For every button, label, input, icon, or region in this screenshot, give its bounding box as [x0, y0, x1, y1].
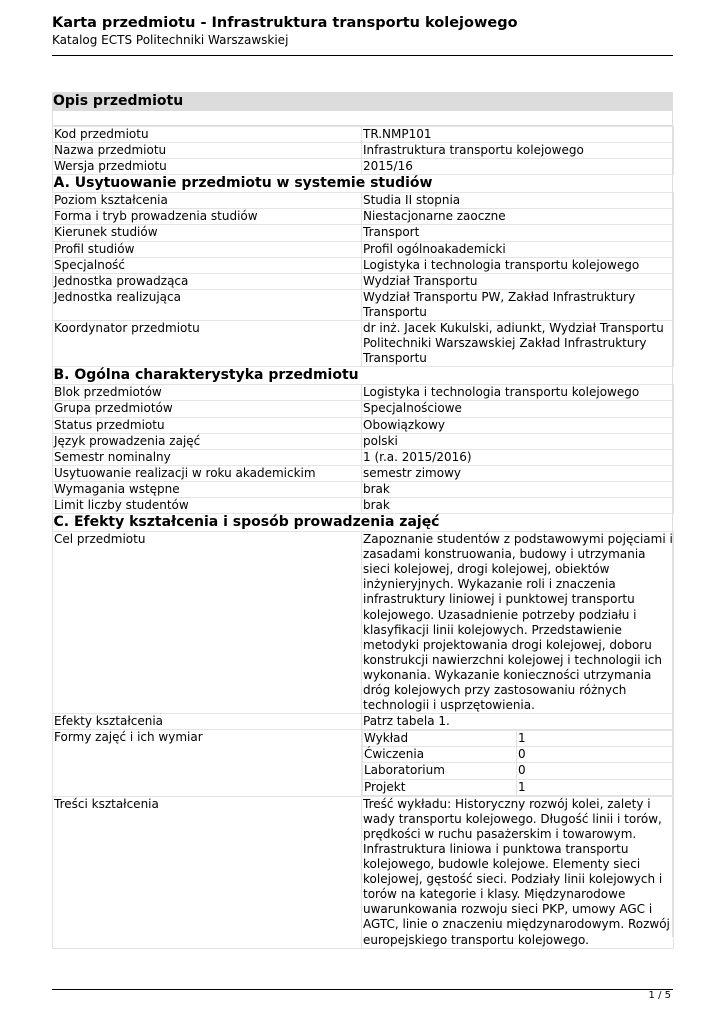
table-row [53, 159, 674, 175]
form-name: Laboratorium [363, 763, 517, 779]
row-label: Blok przedmiotów [53, 385, 362, 401]
row-value: Transport [362, 225, 674, 241]
row-label: Formy zajęć i ich wymiar [53, 730, 362, 796]
table-row [53, 273, 674, 289]
section-c-heading-row [53, 514, 674, 532]
row-value: Wydział Transportu PW, Zakład Infrastruktury Transportu [362, 289, 674, 320]
row-label: Kod przedmiotu [53, 127, 362, 143]
table-row [53, 127, 674, 143]
table-row [53, 401, 674, 417]
document-subtitle: Katalog ECTS Politechniki Warszawskiej [52, 33, 289, 47]
forms-row [363, 747, 674, 763]
table-row [53, 449, 674, 465]
row-value: semestr zimowy [362, 465, 674, 481]
form-hours: 0 [517, 763, 674, 779]
row-value: TR.NMP101 [362, 127, 674, 143]
table-row [53, 385, 674, 401]
form-hours: 0 [517, 747, 674, 763]
row-value: dr inż. Jacek Kukulski, adiunkt, Wydział Transportu Politechniki Warszawskiej Zakład Infrastruktury Transportu [362, 321, 674, 367]
table-row [53, 730, 674, 796]
table-row [53, 497, 674, 513]
row-label: Wymagania wstępne [53, 481, 362, 497]
table-row [53, 225, 674, 241]
table-row [53, 209, 674, 225]
row-label: Język prowadzenia zajęć [53, 433, 362, 449]
row-label: Status przedmiotu [53, 417, 362, 433]
row-value: 2015/16 [362, 159, 674, 175]
row-value: Logistyka i technologia transportu kolejowego [362, 385, 674, 401]
row-label: Jednostka realizująca [53, 289, 362, 320]
header-divider [52, 55, 673, 56]
row-label: Kierunek studiów [53, 225, 362, 241]
row-label: Koordynator przedmiotu [53, 321, 362, 367]
row-value: brak [362, 481, 674, 497]
section-b-heading: B. Ogólna charakterystyka przedmiotu [53, 367, 359, 384]
row-label: Treści kształcenia [53, 796, 362, 948]
row-label: Nazwa przedmiotu [53, 143, 362, 159]
form-name: Projekt [363, 779, 517, 795]
form-hours: 1 [517, 731, 674, 747]
table-row [53, 796, 674, 948]
row-value: 1 (r.a. 2015/2016) [362, 449, 674, 465]
table-row [53, 433, 674, 449]
table-row [53, 289, 674, 320]
section-a-heading-row [53, 175, 674, 193]
row-value: brak [362, 497, 674, 513]
row-value: Niestacjonarne zaoczne [362, 209, 674, 225]
table-row [53, 241, 674, 257]
row-label: Jednostka prowadząca [53, 273, 362, 289]
row-value: Patrz tabela 1. [362, 714, 674, 730]
row-label: Efekty kształcenia [53, 714, 362, 730]
row-label: Cel przedmiotu [53, 532, 362, 714]
row-value: Studia II stopnia [362, 193, 674, 209]
row-label: Forma i tryb prowadzenia studiów [53, 209, 362, 225]
forms-row [363, 779, 674, 795]
form-name: Wykład [363, 731, 517, 747]
row-value: Infrastruktura transportu kolejowego [362, 143, 674, 159]
forms-row [363, 763, 674, 779]
table-row [53, 417, 674, 433]
footer-divider [52, 989, 673, 990]
table-row [53, 143, 674, 159]
row-label: Specjalność [53, 257, 362, 273]
form-name: Ćwiczenia [363, 747, 517, 763]
row-value: Obowiązkowy [362, 417, 674, 433]
row-label: Poziom kształcenia [53, 193, 362, 209]
row-label: Profil studiów [53, 241, 362, 257]
row-value: Wydział Transportu [362, 273, 674, 289]
row-value: polski [362, 433, 674, 449]
row-label: Limit liczby studentów [53, 497, 362, 513]
forms-row [363, 731, 674, 747]
row-value: Profil ogólnoakademicki [362, 241, 674, 257]
table-row [53, 714, 674, 730]
table-row [53, 465, 674, 481]
section-title: Opis przedmiotu [53, 93, 184, 109]
table-row [53, 532, 674, 714]
table-row [53, 257, 674, 273]
form-hours: 1 [517, 779, 674, 795]
row-value: Treść wykładu: Historyczny rozwój kolei, zalety i wady transportu kolejowego. Długość linii i torów, prędkości w ruchu pasażerskim i towarowym. Infrastruktura liniowa i punktowa transportu kolejowego, budowle kolejowe. Elementy sieci kolejowej, gęstość sieci. Podziały linii kolejowych i torów na kategorie i klasy. Międzynarodowe uwarunkowania rozwoju sieci PKP, umowy AGC i AGTC, linie o znaczeniu międzynarodowym. Rozwój europejskiego transportu kolejowego. [362, 796, 674, 948]
section-c-heading: C. Efekty kształcenia i sposób prowadzenia zajęć [53, 514, 440, 531]
document-title: Karta przedmiotu - Infrastruktura transportu kolejowego [52, 15, 518, 31]
row-value: Logistyka i technologia transportu kolejowego [362, 257, 674, 273]
row-value: Specjalnościowe [362, 401, 674, 417]
course-info-table [52, 126, 674, 949]
forms-table [362, 730, 674, 795]
row-label: Wersja przedmiotu [53, 159, 362, 175]
table-row [53, 321, 674, 367]
forms-cell [362, 730, 674, 796]
row-value: Zapoznanie studentów z podstawowymi pojęciami i zasadami konstruowania, budowy i utrzymania sieci kolejowej, drogi kolejowej, obiektów inżynieryjnych. Wykazanie roli i znaczenia infrastruktury liniowej i punktowej transportu kolejowego. Uzasadnienie potrzeby podziału i klasyfikacji linii kolejowych. Przedstawienie metodyki projektowania drogi kolejowej, doboru konstrukcji nawierzchni kolejowej i technologii ich wykonania. Wykazanie konieczności utrzymania dróg kolejowych przy zastosowaniu różnych technologii i usprzętowienia. [363, 532, 673, 713]
row-label: Usytuowanie realizacji w roku akademickim [53, 465, 362, 481]
spacer-row [52, 111, 673, 126]
table-row [53, 481, 674, 497]
page-number: 1 / 5 [648, 990, 671, 1001]
row-label: Grupa przedmiotów [53, 401, 362, 417]
table-row [53, 193, 674, 209]
section-b-heading-row [53, 367, 674, 385]
section-a-heading: A. Usytuowanie przedmiotu w systemie studiów [53, 175, 433, 192]
row-label: Semestr nominalny [53, 449, 362, 465]
